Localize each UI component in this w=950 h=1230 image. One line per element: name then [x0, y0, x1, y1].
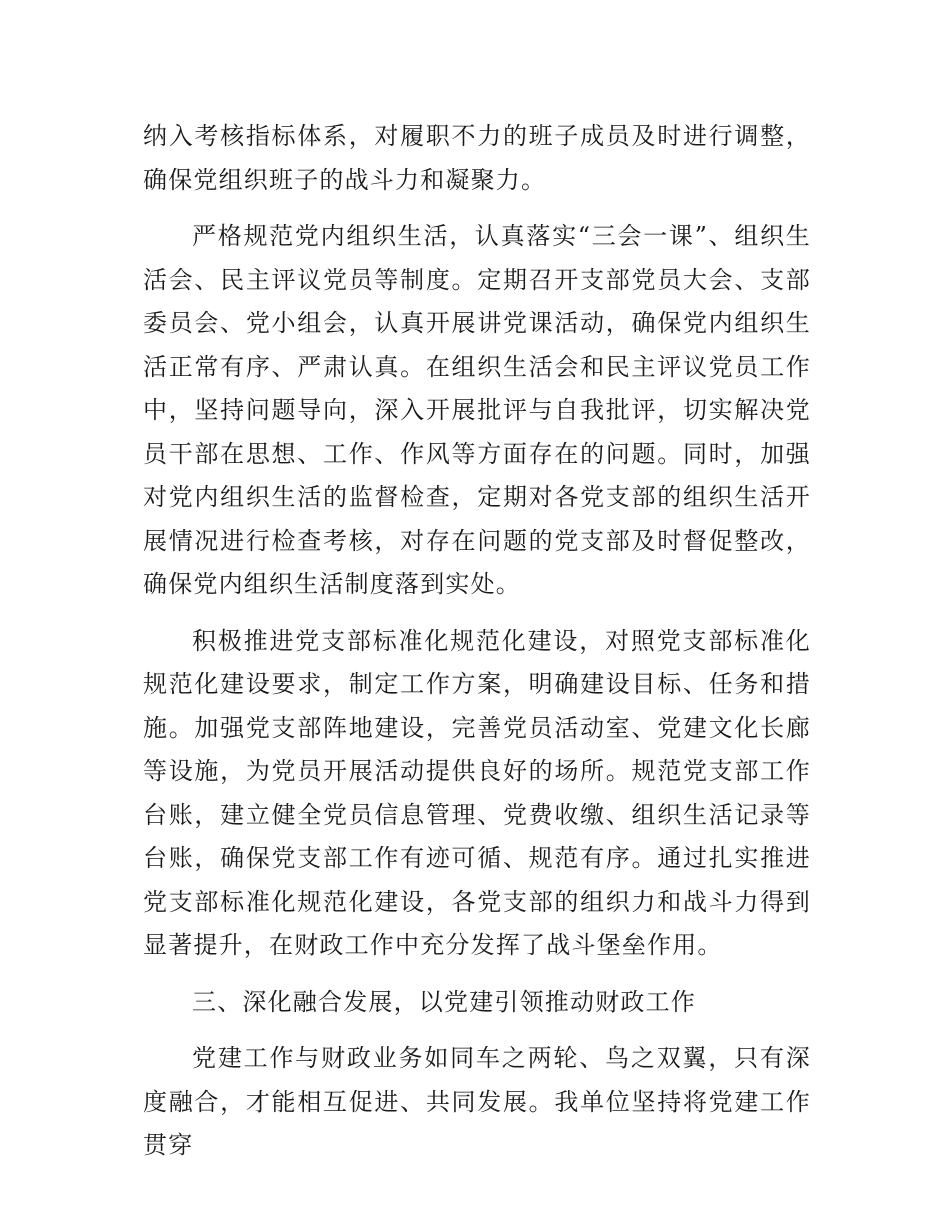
- document-body: [143, 115, 811, 1181]
- paragraph-organizational-life: 严格规范党内组织生活，认真落实“三会一课”、组织生活会、民主评议党员等制度。定期召开支部党员大会、支部委员会、党小组会，认真开展讲党课活动，确保党内组织生活正常有序、严肃认真。在组织生活会和民主评议党员工作中，坚持问题导向，深入开展批评与自我批评，切实解决党员干部在思想、工作、作风等方面存在的问题。同时，加强对党内组织生活的监督检查，定期对各党支部的组织生活开展情况进行检查考核，对存在问题的党支部及时督促整改，确保党内组织生活制度落到实处。: [143, 222, 811, 598]
- section-heading: 三、深化融合发展，以党建引领推动财政工作: [192, 987, 696, 1016]
- paragraph-integration: 党建工作与财政业务如同车之两轮、鸟之双翼，只有深度融合，才能相互促进、共同发展。我单位坚持将党建工作贯穿: [143, 1044, 811, 1159]
- paragraph-continuation: 纳入考核指标体系，对履职不力的班子成员及时进行调整，确保党组织班子的战斗力和凝聚力。: [143, 122, 811, 194]
- paragraph-branch-standardization: 积极推进党支部标准化规范化建设，对照党支部标准化规范化建设要求，制定工作方案，明确建设目标、任务和措施。加强党支部阵地建设，完善党员活动室、党建文化长廊等设施，为党员开展活动提供良好的场所。规范党支部工作台账，建立健全党员信息管理、党费收缴、组织生活记录等台账，确保党支部工作有迹可循、规范有序。通过扎实推进党支部标准化规范化建设，各党支部的组织力和战斗力得到显著提升，在财政工作中充分发挥了战斗堡垒作用。: [143, 626, 811, 959]
